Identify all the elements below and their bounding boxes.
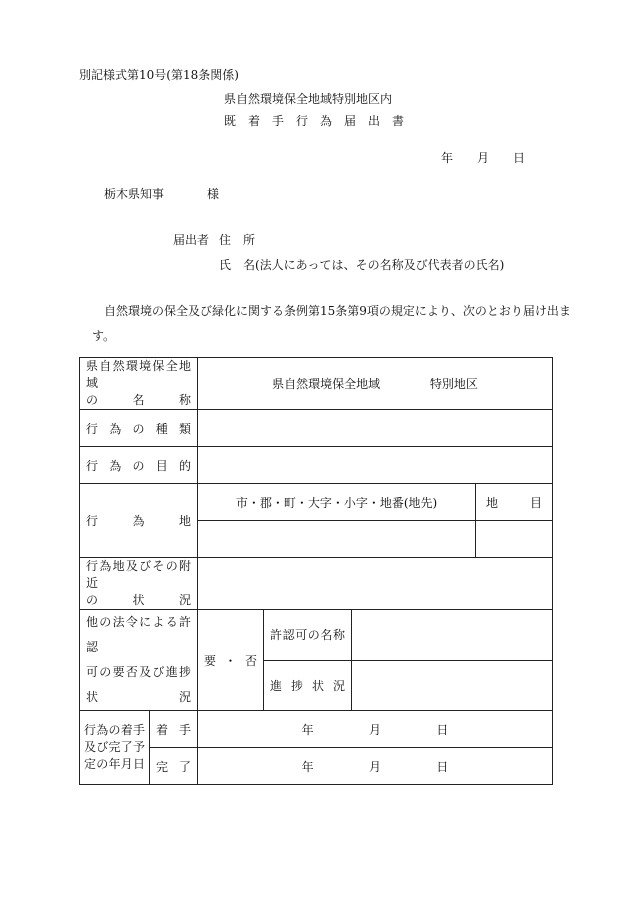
other-law-label-line-2: 可の要否及び進捗 [86,665,192,679]
act-place-label-cell [80,484,198,558]
yes-no-choice: 要・否 [204,653,258,668]
yes-no-cell[interactable] [198,610,264,711]
address-value-cell[interactable] [198,521,476,558]
surroundings-label-char-3: 況 [179,593,192,607]
address-header-cell [198,484,476,521]
start-day-label: 日 [436,722,449,737]
applicant-label: 届出者 [173,233,210,247]
completion-date-cell[interactable] [198,748,553,785]
start-year-label: 年 [301,722,314,737]
area-name-value-1: 県自然環境保全地域 [272,377,381,391]
completion-year-label: 年 [301,759,314,774]
row-area-name [80,358,553,410]
area-name-label-line-2 [86,392,191,409]
act-type-value-cell[interactable] [198,410,553,447]
permit-name-label: 許認可の名称 [270,628,346,643]
body-text-line-2: す。 [92,329,116,343]
completion-label-cell [150,748,198,785]
other-law-label-line-3 [86,685,191,710]
area-name-value-cell[interactable] [198,358,553,410]
land-type-header-cell [476,484,553,521]
progress-value-cell[interactable] [352,660,553,711]
row-surroundings [80,558,553,610]
surroundings-label-line-2 [86,592,191,609]
date-line: 年 月 日 [441,151,526,165]
surroundings-label-char-1: の [86,593,99,607]
surroundings-label-char-2: 状 [132,593,145,607]
progress-label-cell [264,660,352,711]
other-law-label-char-1: 状 [86,690,99,704]
permit-name-label-cell [264,610,352,661]
permit-name-value-cell[interactable] [352,610,553,661]
other-law-label-char-2: 況 [179,690,192,704]
act-purpose-label-cell [80,447,198,484]
completion-day-label: 日 [436,759,449,774]
area-name-label-char-2: 名 [132,393,145,407]
land-type-value-cell[interactable] [476,521,553,558]
act-purpose-value-cell[interactable] [198,447,553,484]
body-text-line-1: 自然環境の保全及び緑化に関する条例第15条第9項の規定により、次のとおり届け出ま [104,304,571,318]
start-label: 着手 [156,722,192,737]
other-law-label-line-1: 他の法令による許認 [86,615,192,654]
notification-table [79,357,553,785]
act-type-label: 行為の種類 [86,421,192,436]
title-line-1: 県自然環境保全地域特別地区内 [224,92,393,106]
start-date-cell[interactable] [198,711,553,748]
schedule-label-line-3: 定の年月日 [84,757,145,771]
completion-label: 完了 [156,759,192,774]
area-name-label-char-3: 称 [179,393,192,407]
other-law-label-cell [80,610,198,711]
form-number: 別記様式第10号(第18条関係) [79,68,239,82]
schedule-label-line-2: 及び完了予 [84,740,145,754]
row-act-type [80,410,553,447]
row-schedule-completion [80,748,553,785]
schedule-label-cell [80,711,150,785]
act-place-label: 行為地 [86,514,192,528]
start-month-label: 月 [369,722,382,737]
schedule-label-line-1: 行為の着手 [84,723,145,737]
applicant-name-label: 氏 名(法人にあっては、その名称及び代表者の氏名) [219,258,505,272]
act-purpose-label: 行為の目的 [86,458,192,473]
act-type-label-cell [80,410,198,447]
progress-label: 進捗状況 [270,678,346,693]
addressee-honorific: 様 [207,187,220,201]
area-name-label-char-1: の [86,393,99,407]
area-name-label-line-1: 県自然環境保全地域 [86,359,192,390]
row-other-law-permit [80,610,553,661]
area-name-label-cell [80,358,198,410]
surroundings-label-line-1: 行為地及びその附近 [86,559,192,590]
surroundings-label-cell [80,558,198,610]
row-act-purpose [80,447,553,484]
row-schedule-start [80,711,553,748]
completion-month-label: 月 [369,759,382,774]
applicant-address-label: 住 所 [219,233,256,247]
land-type-header: 地目 [486,495,543,510]
area-name-value-2: 特別地区 [429,377,478,391]
start-label-cell [150,711,198,748]
row-act-place-header [80,484,553,521]
surroundings-value-cell[interactable] [198,558,553,610]
title-line-2: 既 着 手 行 為 届 出 書 [224,114,405,128]
address-header: 市・郡・町・大字・小字・地番(地先) [235,495,438,510]
addressee: 栃木県知事 [104,187,165,201]
